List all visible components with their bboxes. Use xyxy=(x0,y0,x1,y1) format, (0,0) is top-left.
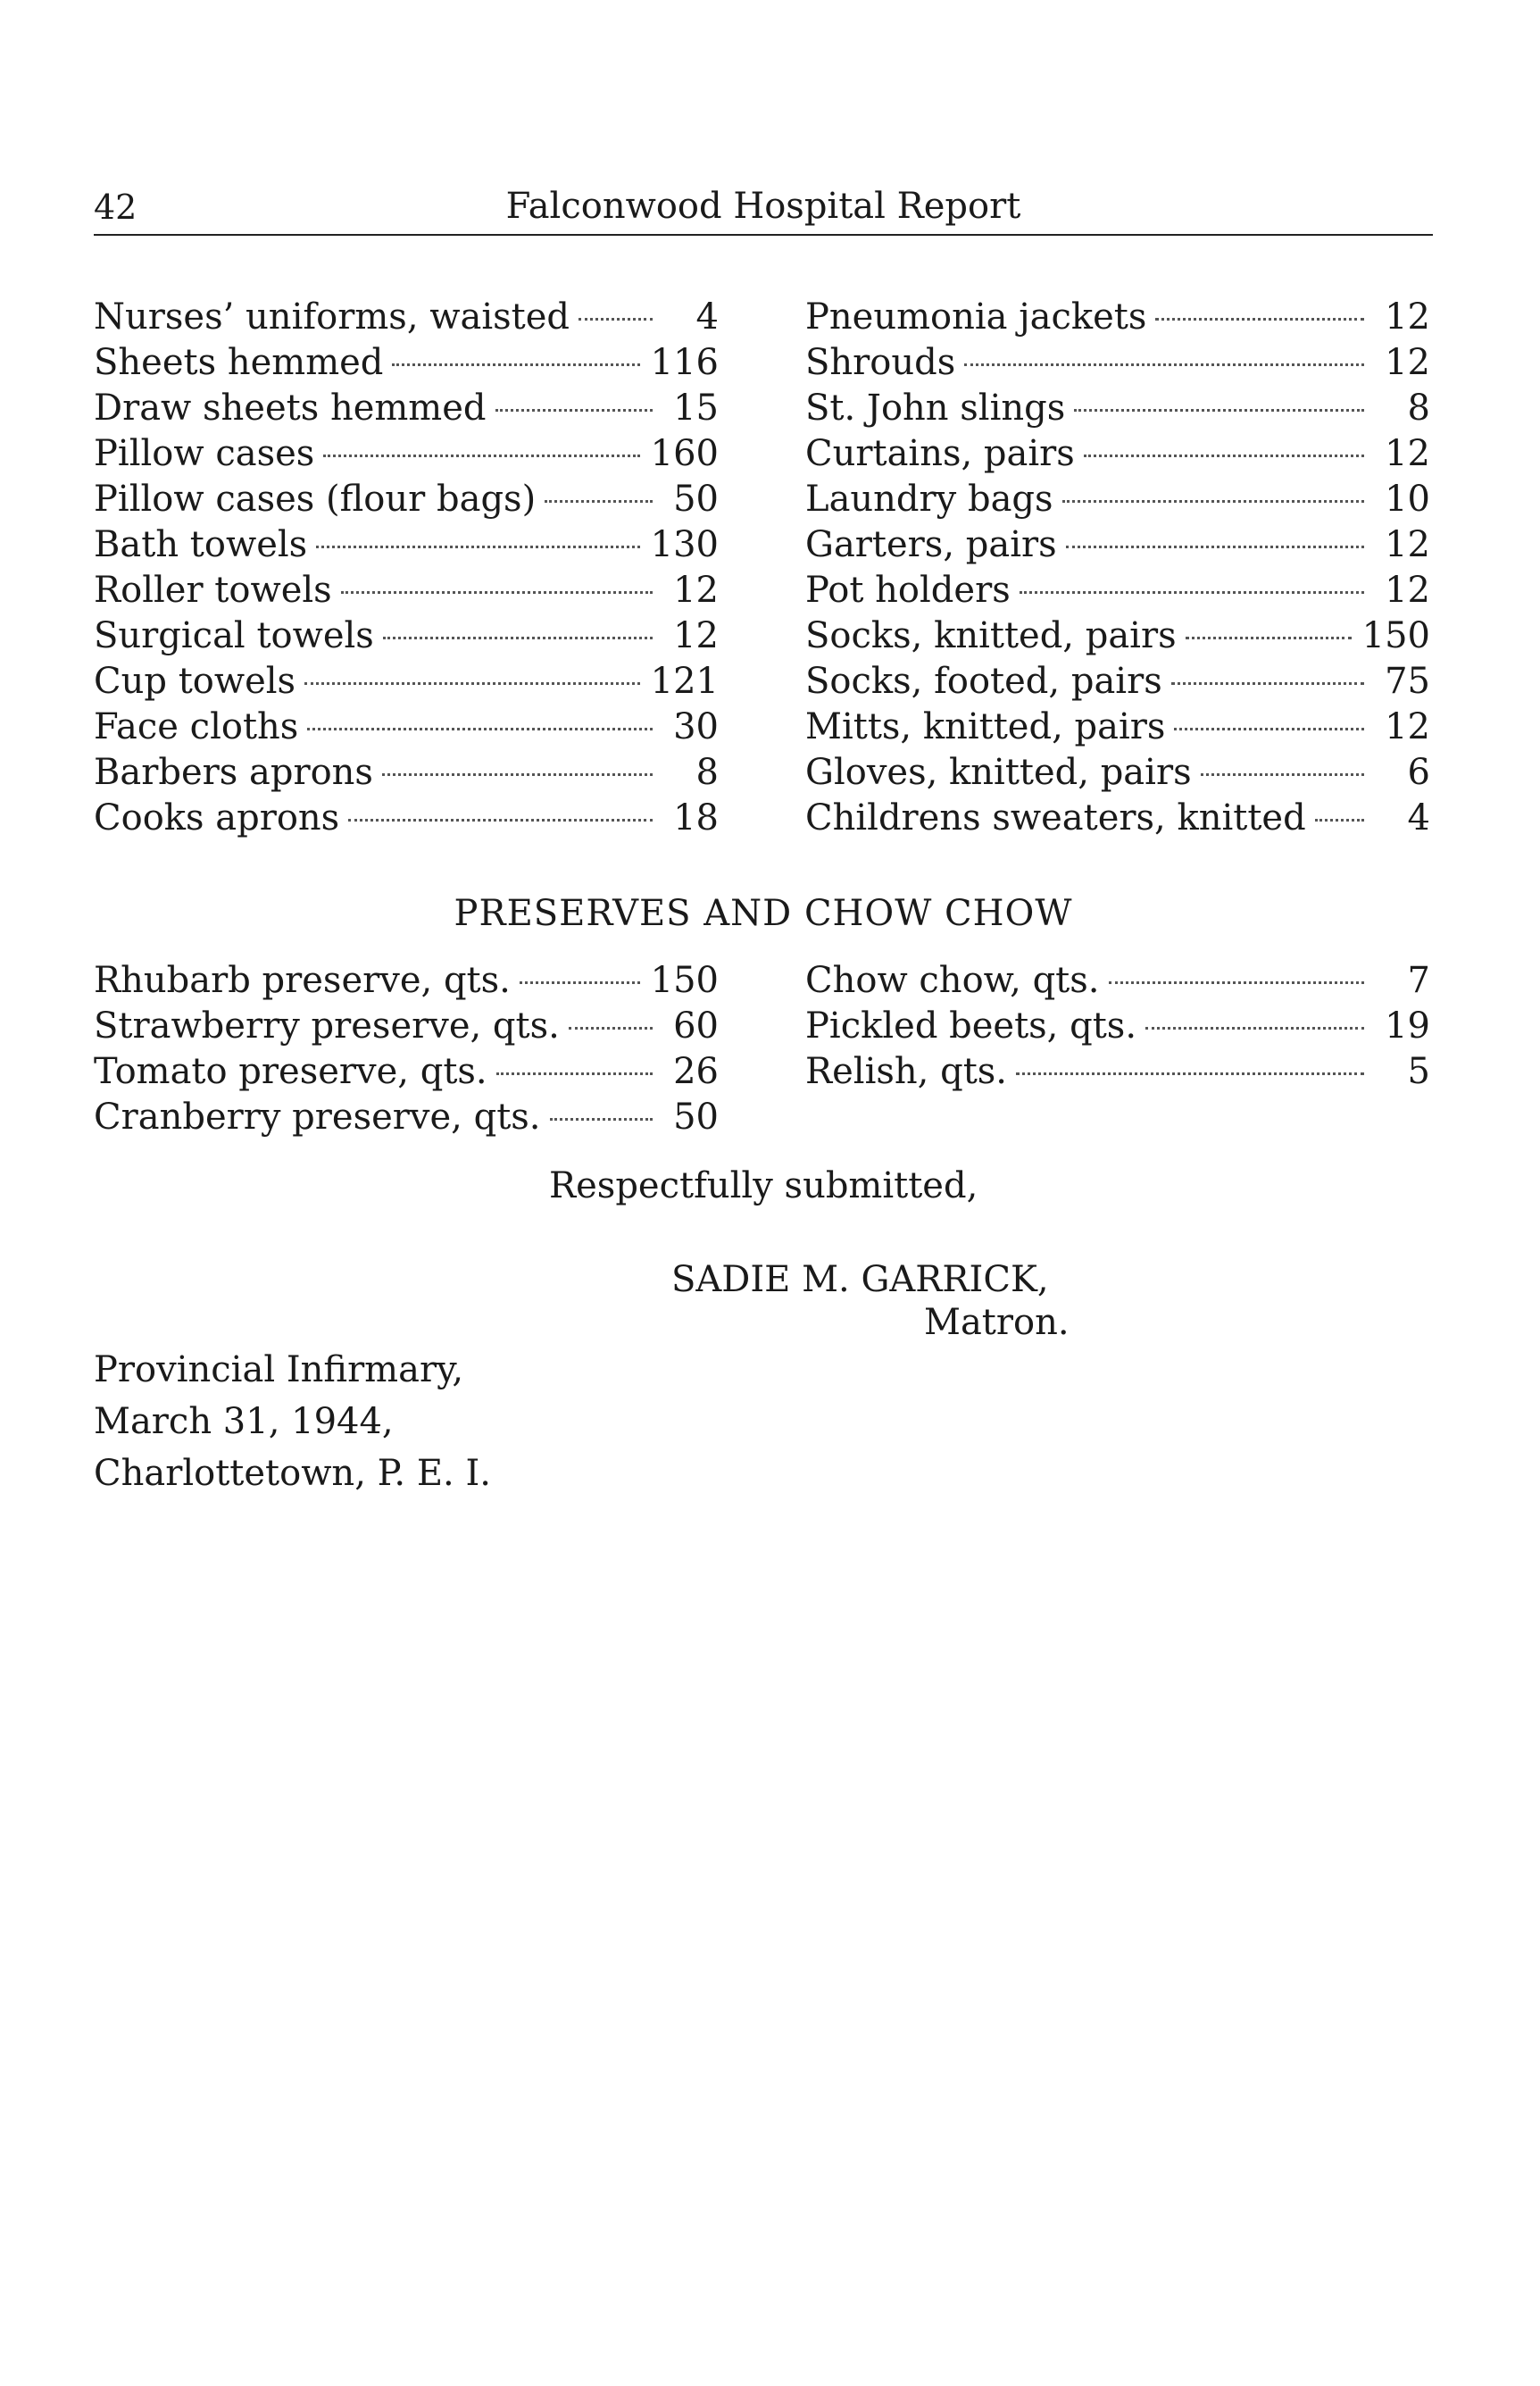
item-value: 6 xyxy=(1407,752,1430,793)
list-item xyxy=(94,433,719,479)
item-value: 26 xyxy=(673,1051,719,1092)
list-item xyxy=(94,1005,719,1051)
item-label: Roller towels xyxy=(94,570,332,611)
preserves-list-right xyxy=(805,960,1430,1097)
leader-dots xyxy=(307,728,653,730)
leader-dots xyxy=(323,455,639,457)
leader-dots xyxy=(1084,455,1364,457)
leader-dots xyxy=(1315,819,1364,822)
list-item xyxy=(805,570,1430,615)
leader-dots xyxy=(1155,318,1364,321)
item-value: 15 xyxy=(673,388,719,429)
list-item xyxy=(94,1051,719,1097)
list-item xyxy=(94,570,719,615)
item-label: Chow chow, qts. xyxy=(805,960,1100,1001)
item-value: 19 xyxy=(1385,1005,1430,1047)
item-value: 75 xyxy=(1385,661,1430,702)
item-label: Sheets hemmed xyxy=(94,342,384,383)
page-header xyxy=(94,179,1433,236)
page-number: 42 xyxy=(94,188,137,227)
leader-dots xyxy=(1066,546,1364,548)
list-item xyxy=(805,388,1430,433)
leader-dots xyxy=(1020,591,1364,594)
item-value: 8 xyxy=(1407,388,1430,429)
leader-dots xyxy=(1062,500,1364,503)
list-item xyxy=(94,797,719,843)
leader-dots xyxy=(579,318,653,321)
item-value: 116 xyxy=(650,342,719,383)
leader-dots xyxy=(1145,1027,1364,1030)
item-value: 130 xyxy=(650,524,719,565)
leader-dots xyxy=(1074,409,1364,412)
leader-dots xyxy=(520,981,640,984)
preserves-list-left xyxy=(94,960,719,1142)
running-head: Falconwood Hospital Report xyxy=(505,186,1021,227)
list-item xyxy=(94,615,719,661)
item-label: St. John slings xyxy=(805,388,1066,429)
leader-dots xyxy=(304,682,640,685)
item-label: Bath towels xyxy=(94,524,308,565)
leader-dots xyxy=(316,546,639,548)
list-item xyxy=(94,1097,719,1142)
address-block xyxy=(94,1344,491,1499)
signatory-title: Matron. xyxy=(924,1302,1070,1343)
item-value: 121 xyxy=(650,661,719,702)
list-item xyxy=(94,752,719,797)
leader-dots xyxy=(496,1072,653,1075)
item-label: Cranberry preserve, qts. xyxy=(94,1097,541,1138)
item-label: Garters, pairs xyxy=(805,524,1057,565)
list-item xyxy=(805,524,1430,570)
item-label: Curtains, pairs xyxy=(805,433,1075,474)
leader-dots xyxy=(964,363,1364,366)
list-item xyxy=(94,479,719,524)
item-label: Tomato preserve, qts. xyxy=(94,1051,487,1092)
item-label: Pneumonia jackets xyxy=(805,296,1147,338)
address-line: Provincial Infirmary, xyxy=(94,1349,464,1390)
item-label: Cooks aprons xyxy=(94,797,340,838)
item-value: 8 xyxy=(695,752,719,793)
list-item xyxy=(94,524,719,570)
list-item xyxy=(805,661,1430,706)
item-value: 12 xyxy=(1385,570,1430,611)
leader-dots xyxy=(348,819,653,822)
item-value: 150 xyxy=(650,960,719,1001)
item-label: Nurses’ uniforms, waisted xyxy=(94,296,570,338)
item-label: Socks, footed, pairs xyxy=(805,661,1162,702)
item-label: Pillow cases (flour bags) xyxy=(94,479,537,520)
item-value: 12 xyxy=(1385,296,1430,338)
item-label: Gloves, knitted, pairs xyxy=(805,752,1192,793)
list-item xyxy=(94,388,719,433)
item-value: 12 xyxy=(1385,706,1430,747)
signatory-name: SADIE M. GARRICK, xyxy=(671,1259,1049,1300)
item-value: 10 xyxy=(1385,479,1430,520)
item-value: 30 xyxy=(673,706,719,747)
list-item xyxy=(805,296,1430,342)
address-line: March 31, 1944, xyxy=(94,1401,394,1442)
section-title-preserves: PRESERVES AND CHOW CHOW xyxy=(454,893,1073,934)
item-label: Laundry bags xyxy=(805,479,1053,520)
item-label: Childrens sweaters, knitted xyxy=(805,797,1306,838)
item-value: 4 xyxy=(695,296,719,338)
leader-dots xyxy=(341,591,653,594)
leader-dots xyxy=(1174,728,1364,730)
item-value: 50 xyxy=(673,1097,719,1138)
item-value: 7 xyxy=(1407,960,1430,1001)
item-label: Shrouds xyxy=(805,342,956,383)
item-value: 12 xyxy=(673,615,719,656)
leader-dots xyxy=(1109,981,1365,984)
list-item xyxy=(805,1005,1430,1051)
leader-dots xyxy=(1201,773,1364,776)
item-value: 18 xyxy=(673,797,719,838)
item-label: Rhubarb preserve, qts. xyxy=(94,960,511,1001)
item-label: Relish, qts. xyxy=(805,1051,1008,1092)
leader-dots xyxy=(1186,637,1352,639)
item-value: 4 xyxy=(1407,797,1430,838)
linen-list-right xyxy=(805,296,1430,843)
item-label: Pot holders xyxy=(805,570,1011,611)
leader-dots xyxy=(383,637,653,639)
item-label: Mitts, knitted, pairs xyxy=(805,706,1166,747)
list-item xyxy=(94,296,719,342)
item-label: Face cloths xyxy=(94,706,299,747)
list-item xyxy=(94,706,719,752)
list-item xyxy=(805,1051,1430,1097)
item-value: 12 xyxy=(673,570,719,611)
item-value: 5 xyxy=(1407,1051,1430,1092)
linen-list-left xyxy=(94,296,719,843)
item-value: 150 xyxy=(1361,615,1430,656)
item-value: 160 xyxy=(650,433,719,474)
item-label: Pillow cases xyxy=(94,433,315,474)
list-item xyxy=(805,797,1430,843)
item-label: Barbers aprons xyxy=(94,752,373,793)
leader-dots xyxy=(550,1118,653,1121)
leader-dots xyxy=(1016,1072,1364,1075)
item-value: 60 xyxy=(673,1005,719,1047)
item-label: Draw sheets hemmed xyxy=(94,388,487,429)
list-item xyxy=(805,615,1430,661)
salutation: Respectfully submitted, xyxy=(549,1165,978,1206)
leader-dots xyxy=(545,500,653,503)
leader-dots xyxy=(495,409,653,412)
leader-dots xyxy=(1171,682,1364,685)
leader-dots xyxy=(382,773,653,776)
list-item xyxy=(805,960,1430,1005)
item-value: 12 xyxy=(1385,342,1430,383)
list-item xyxy=(94,661,719,706)
item-value: 12 xyxy=(1385,433,1430,474)
item-label: Surgical towels xyxy=(94,615,374,656)
list-item xyxy=(805,706,1430,752)
leader-dots xyxy=(392,363,639,366)
list-item xyxy=(94,960,719,1005)
list-item xyxy=(94,342,719,388)
leader-dots xyxy=(569,1027,653,1030)
item-label: Strawberry preserve, qts. xyxy=(94,1005,560,1047)
list-item xyxy=(805,752,1430,797)
item-label: Socks, knitted, pairs xyxy=(805,615,1177,656)
item-label: Pickled beets, qts. xyxy=(805,1005,1137,1047)
item-value: 12 xyxy=(1385,524,1430,565)
list-item xyxy=(805,342,1430,388)
list-item xyxy=(805,433,1430,479)
list-item xyxy=(805,479,1430,524)
address-line: Charlottetown, P. E. I. xyxy=(94,1453,491,1494)
item-value: 50 xyxy=(673,479,719,520)
item-label: Cup towels xyxy=(94,661,296,702)
